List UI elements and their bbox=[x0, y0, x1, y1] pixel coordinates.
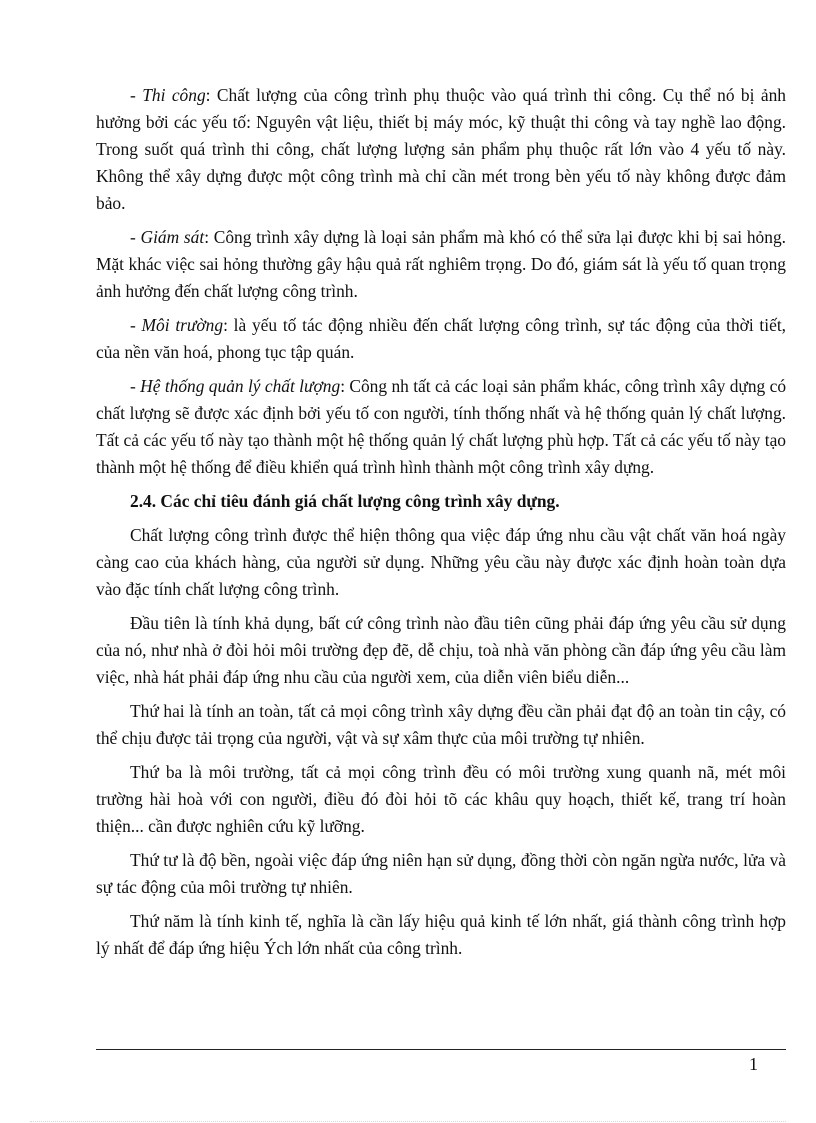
body-paragraph: Đầu tiên là tính khả dụng, bất cứ công trình nào đầu tiên cũng phải đáp ứng yêu cầu sử dụng của nó, như nhà ở đòi hỏi môi trường đẹp đẽ, dễ chịu, toà nhà văn phòng cần đáp ứng yêu cầu làm việc, nhà hát phải đáp ứng nhu cầu của người xem, của diễn viên biểu diễn... bbox=[96, 613, 786, 687]
document-body bbox=[96, 82, 786, 969]
body-paragraph: Thứ hai là tính an toàn, tất cả mọi công trình xây dựng đều cần phải đạt độ an toàn tin cậy, có thể chịu được tải trọng của người, vật và sự xâm thực của môi trường tự nhiên. bbox=[96, 701, 786, 748]
item-dash: - bbox=[130, 227, 141, 247]
item-term: Môi trường bbox=[141, 315, 224, 335]
list-item-moi-truong bbox=[96, 312, 786, 366]
body-paragraph: Chất lượng công trình được thể hiện thông qua việc đáp ứng nhu cầu vật chất văn hoá ngày càng cao của khách hàng, của người sử dụng. Những yêu cầu này được xác định hoàn toàn dựa vào đặc tính chất lượng công trình. bbox=[96, 525, 786, 599]
page-number: 1 bbox=[749, 1054, 758, 1074]
item-dash: - bbox=[130, 376, 141, 396]
item-dash: - bbox=[130, 85, 143, 105]
item-term: Giám sát bbox=[140, 227, 205, 247]
footer-divider bbox=[96, 1049, 786, 1050]
list-item-thi-cong bbox=[96, 82, 786, 217]
item-dash: - bbox=[130, 315, 142, 335]
list-item-giam-sat bbox=[96, 224, 786, 305]
item-text: : là yếu tố tác động nhiều đến chất lượng công trình, sự tác động của thời tiết, của nền văn hoá, phong tục tập quán. bbox=[96, 315, 786, 362]
body-paragraph: Thứ ba là môi trường, tất cả mọi công trình đều có môi trường xung quanh nã, mét môi trường hài hoà với con người, điều đó đòi hỏi tõ các khâu quy hoạch, thiết kế, trang trí hoàn thiện... cần được nghiên cứu kỹ lưỡng. bbox=[96, 762, 786, 836]
item-term: Hệ thống quản lý chất lượng bbox=[140, 376, 341, 396]
item-text: : Công nh tất cả các loại sản phẩm khác, công trình xây dựng có chất lượng sẽ được xác định bởi yếu tố con người, tính thống nhất và hệ thống quản lý chất lượng. Tất cả các yếu tố này tạo thành một hệ thống quản lý chất lượng phù hợp. Tất cả các yếu tố này tạo thành một hệ thống để điều khiển quá trình hình thành một công trình xây dựng. bbox=[96, 376, 787, 477]
section-heading: 2.4. Các chỉ tiêu đánh giá chất lượng công trình xây dựng. bbox=[130, 491, 560, 511]
list-item-he-thong bbox=[96, 373, 786, 481]
item-text: : Chất lượng của công trình phụ thuộc vào quá trình thi công. Cụ thể nó bị ảnh hưởng bởi các yếu tố: Nguyên vật liệu, thiết bị máy móc, kỹ thuật thi công và tay nghề lao động. Trong suốt quá trình thi công, chất lượng lượng sản phẩm phụ thuộc rất lớn vào 4 yếu tố này. Không thể xây dựng được một công trình mà chỉ cần mét trong bèn yếu tố này không được đảm bảo. bbox=[96, 85, 786, 213]
body-paragraph: Thứ năm là tính kinh tế, nghĩa là cần lấy hiệu quả kinh tế lớn nhất, giá thành công trình hợp lý nhất để đáp ứng hiệu Ých lớn nhất của công trình. bbox=[96, 911, 786, 958]
item-term: Thi công bbox=[142, 85, 206, 105]
body-paragraph: Thứ tư là độ bền, ngoài việc đáp ứng niên hạn sử dụng, đồng thời còn ngăn ngừa nước, lửa và sự tác động của môi trường tự nhiên. bbox=[96, 850, 786, 897]
page-edge-divider bbox=[30, 1121, 786, 1122]
item-text: : Công trình xây dựng là loại sản phẩm mà khó có thể sửa lại được khi bị sai hỏng. Mặt khác việc sai hỏng thường gây hậu quả rất nghiêm trọng. Do đó, giám sát là yếu tố quan trọng ảnh hưởng đến chất lượng công trình. bbox=[96, 227, 786, 301]
